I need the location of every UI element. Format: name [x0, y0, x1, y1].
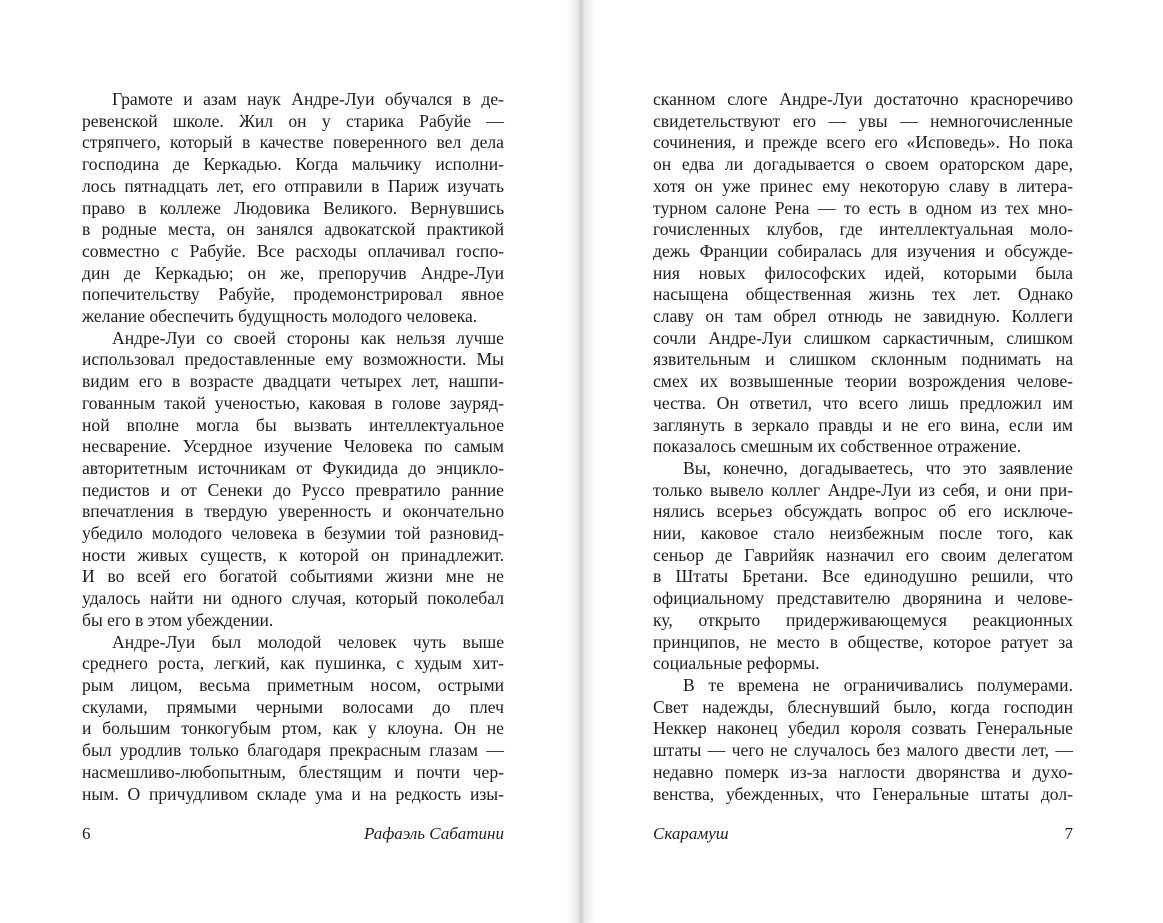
text-line: ния новых философских идей, которыми была [653, 262, 1073, 283]
text-line: показалось смешным их собственное отражение. [653, 436, 1022, 457]
text-line: убедило молодого человека в безумии той разновид- [82, 523, 504, 544]
text-line: Грамоте и азам наук Андре-Луи обучался в де- [112, 89, 504, 109]
text-line: желание обеспечить будущность молодого человека. [82, 306, 478, 327]
text-line: видим его в возрасте двадцати четырех лет, нашпи- [82, 371, 504, 392]
text-line: удалось найти ни одного случая, который поколебал [82, 588, 504, 609]
text-line: в Штаты Бретани. Все единодушно решили, что [653, 566, 1073, 587]
text-line: сочинения, и прежде всего его «Исповедь». Но пока [653, 132, 1073, 153]
text-line: чества. Он ответил, что всего лишь предложил им [653, 392, 1073, 413]
text-line: официальному представителю дворянина и челове- [653, 588, 1073, 609]
text-line: насмешливо-любопытным, блестящим и почти чер- [82, 761, 504, 782]
text-line: в родные места, он занялся адвокатской практикой [82, 219, 504, 240]
text-line: ку, открыто придерживающемуся реакционных [653, 609, 1073, 630]
text-line: ной вполне могла бы вызвать интеллектуальное [82, 414, 504, 435]
left-running-head: Рафаэль Сабатини [364, 824, 504, 843]
right-running-head: Скарамуш [653, 824, 729, 843]
text-line: стряпчего, который в качестве поверенного вел дела [82, 132, 504, 153]
text-line: штаты — чего не случалось без малого двести лет, — [653, 740, 1073, 761]
text-line: дин де Керкадью; он же, препоручив Андре-Луи [82, 262, 504, 283]
text-line: хотя он уже принес ему некоторую славу в литера- [653, 175, 1073, 196]
text-line: Неккер наконец убедил короля созвать Генеральные [653, 718, 1073, 739]
text-line: был уродлив только благодаря прекрасным глазам — [82, 740, 504, 761]
text-line: совместно с Рабуйе. Все расходы оплачивал госпо- [82, 240, 504, 261]
text-line: бы его в этом убеждении. [82, 609, 274, 630]
text-line: гочисленных клубов, где интеллектуальная моло- [653, 219, 1073, 240]
text-line: ревенской школе. Жил он у старика Рабуйе — [82, 110, 504, 131]
text-line: недавно померк из-за наглости дворянства и духо- [653, 761, 1073, 782]
left-page-number: 6 [82, 824, 91, 843]
right-page-text [653, 89, 1073, 805]
text-line: дежь Франции собиралась для изучения и обсужде- [653, 240, 1073, 261]
text-line: принципов, не место в обществе, которое ратует за [653, 631, 1073, 652]
text-line: сеньор де Гаврийяк назначил его своим делегатом [653, 544, 1073, 565]
text-line: и большим тонкогубым ртом, как у клоуна. Он не [82, 718, 504, 739]
text-line: использовал предоставленные ему возможности. Мы [82, 349, 504, 370]
text-line: Андре-Луи со своей стороны как нельзя лучше [112, 327, 504, 348]
text-line: педистов и от Сенеки до Руссо превратило ранние [82, 479, 504, 500]
text-line: нялись всерьез обсуждать вопрос об его исключе- [653, 501, 1073, 522]
right-page [580, 0, 1160, 923]
text-line: сканном слоге Андре-Луи достаточно красноречиво [653, 89, 1073, 109]
text-line: несварение. Усердное изучение Человека по самым [82, 436, 504, 457]
text-line: В те времена не ограничивались полумерами. [683, 674, 1073, 695]
text-line: право в коллеже Людовика Великого. Вернувшись [82, 197, 504, 218]
left-page [0, 0, 580, 923]
text-line: господина де Керкадью. Когда мальчику исполни- [82, 154, 504, 175]
text-line: Свет надежды, блеснувший было, когда господин [653, 696, 1073, 717]
text-line: впечатления в твердую уверенность и окончательно [82, 501, 504, 522]
text-line: нии, каковое стало неизбежным после того, как [653, 523, 1073, 544]
text-line: заглянуть в зеркало правды и не его вина, если им [653, 414, 1073, 435]
text-line: авторитетным источникам от Фукидида до энцикло- [82, 457, 504, 478]
right-page-number: 7 [1064, 824, 1073, 843]
text-line: ности живых существ, к которой он принадлежит. [82, 544, 504, 565]
text-line: только вывело коллег Андре-Луи из себя, и они при- [653, 479, 1073, 500]
text-line: ным. О причудливом складе ума и на редкость изы- [82, 783, 504, 804]
text-line: гованным такой ученостью, каковая в голове зауряд- [82, 392, 504, 413]
text-line: лось пятнадцать лет, его отправили в Париж изучать [82, 175, 504, 196]
text-line: социальные реформы. [653, 653, 820, 674]
text-line: смех их возвышенные теории возрождения челове- [653, 371, 1073, 392]
text-line: насыщена общественная жизнь тех лет. Однако [653, 284, 1073, 305]
text-line: он едва ли догадывается о своем ораторском даре, [653, 154, 1073, 175]
text-line: И во всей его богатой событиями жизни мне не [82, 566, 504, 587]
text-line: Вы, конечно, догадываетесь, что это заявление [683, 457, 1073, 478]
text-line: Андре-Луи был молодой человек чуть выше [112, 631, 504, 652]
text-line: сочли Андре-Луи слишком саркастичным, слишком [653, 327, 1073, 348]
text-line: язвительным и слишком склонным поднимать на [653, 349, 1073, 370]
text-line: среднего роста, легкий, как пушинка, с худым хит- [82, 653, 504, 674]
text-line: скулами, прямыми черными волосами до плеч [82, 696, 504, 717]
text-line: славу он там обрел отнюдь не завидную. Коллеги [653, 306, 1073, 327]
text-line: свидетельствуют его — увы — немногочисленные [653, 110, 1073, 131]
left-page-text [82, 89, 504, 805]
text-line: венства, убежденных, что Генеральные штаты дол- [653, 783, 1073, 804]
book-gutter [566, 0, 596, 923]
text-line: попечительству Рабуйе, продемонстрировал явное [82, 284, 504, 305]
text-line: рым лицом, весьма приметным носом, острыми [82, 674, 504, 695]
text-line: турном салоне Рена — то есть в одном из тех мно- [653, 197, 1073, 218]
